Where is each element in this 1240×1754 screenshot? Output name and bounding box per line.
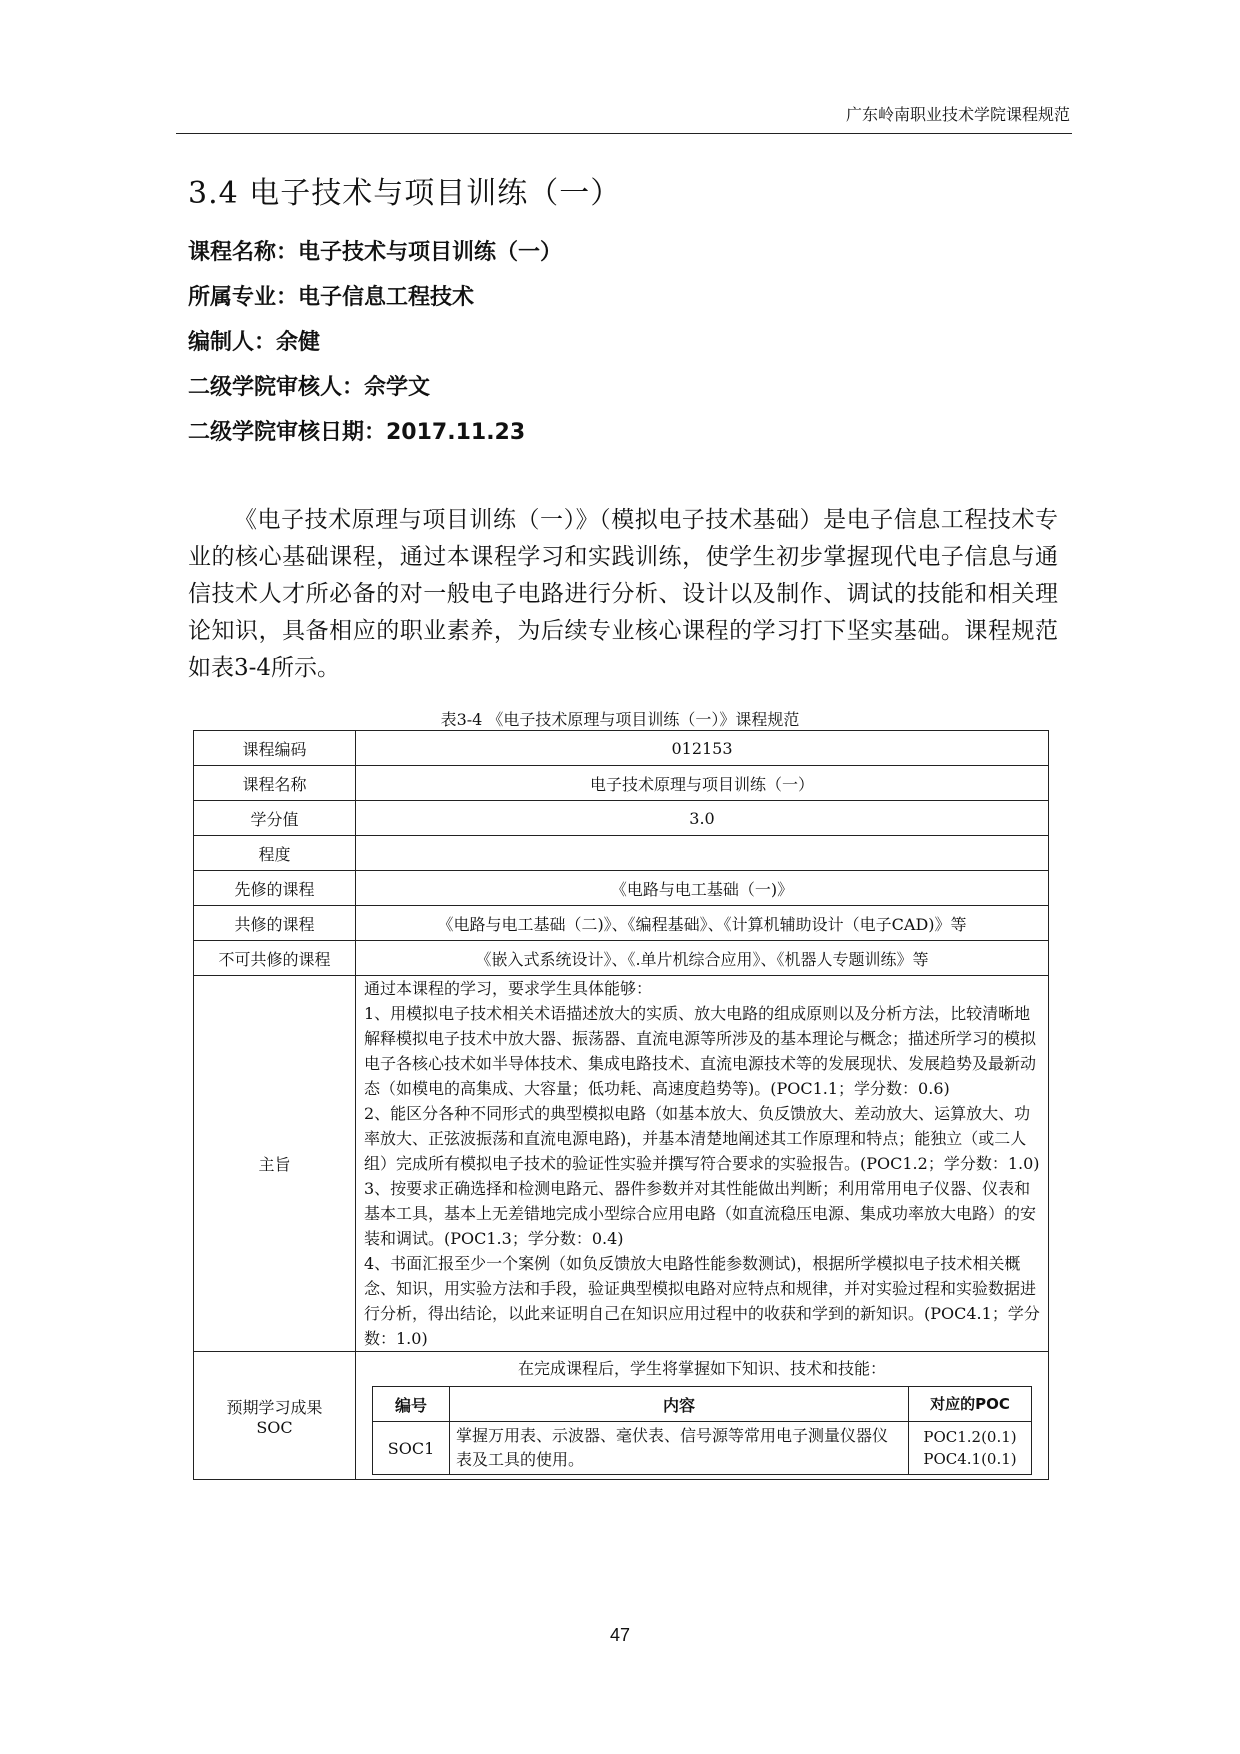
intro-paragraph: 《电子技术原理与项目训练（一）》（模拟电子技术基础）是电子信息工程技术专业的核心基础课程，通过本课程学习和实践训练，使学生初步掌握现代电子信息与通信技术人才所必备的对一般电子电路进行分析、设计以及制作、调试的技能和相关理论知识，具备相应的职业素养，为后续专业核心课程的学习打下坚实基础。课程规范如表3-4所示。 [188,507,1058,681]
row-value: 电子技术原理与项目训练（一） [356,766,1049,801]
row-label: 共修的课程 [194,906,356,941]
aim-content [356,976,1049,1352]
table-row [194,941,1049,976]
row-value [356,836,1049,871]
header-divider [176,133,1072,134]
row-label: 先修的课程 [194,871,356,906]
row-value: 012153 [356,731,1049,766]
meta-course-name: 课程名称：电子技术与项目训练（一） [188,240,563,265]
aim-paragraph: 1、用模拟电子技术相关术语描述放大的实质、放大电路的组成原则以及分析方法，比较清晰地解释模拟电子技术中放大器、振荡器、直流电源等所涉及的基本理论与概念；描述所学习的模拟电子各核心技术如半导体技术、集成电路技术、直流电源技术等的发展现状、发展趋势及最新动态（如模电的高集成、大容量；低功耗、高速度趋势等)。(POC1.1；学分数：0.6) [364,1004,1037,1098]
aim-paragraph: 通过本课程的学习，要求学生具体能够： [364,979,653,998]
aim-row [194,976,1049,1352]
soc-code: SOC1 [373,1422,450,1475]
aim-paragraph: 4、书面汇报至少一个案例（如负反馈放大电路性能参数测试)，根据所学模拟电子技术相关概念、知识，用实验方法和手段，验证典型模拟电路对应特点和规律，并对实验过程和实验数据进行分析，得出结论，以此来证明自己在知识应用过程中的收获和学到的新知识。(POC4.1；学分数：1.0) [364,1254,1040,1348]
soc-header-row [373,1387,1032,1422]
meta-review-date: 二级学院审核日期：2017.11.23 [188,420,526,445]
page-number: 47 [609,1625,631,1645]
soc-label [194,1352,356,1480]
row-label: 程度 [194,836,356,871]
meta-author: 编制人：余健 [188,330,321,355]
table-caption: 表3-4 《电子技术原理与项目训练（一）》课程规范 [440,710,800,729]
row-value: 《电路与电工基础（一)》 [356,871,1049,906]
row-label: 不可共修的课程 [194,941,356,976]
aim-paragraph: 2、能区分各种不同形式的典型模拟电路（如基本放大、负反馈放大、差动放大、运算放大、功率放大、正弦波振荡和直流电源电路)，并基本清楚地阐述其工作原理和特点；能独立（或二人组）完成所有模拟电子技术的验证性实验并撰写符合要求的实验报告。(POC1.2；学分数：1.0) [364,1104,1040,1173]
soc-item-content: 掌握万用表、示波器、毫伏表、信号源等常用电子测量仪器仪表及工具的使用。 [450,1422,909,1475]
soc-header-poc: 对应的POC [909,1387,1032,1422]
table-row [194,731,1049,766]
meta-reviewer: 二级学院审核人：佘学文 [188,375,431,400]
soc-header-content: 内容 [450,1387,909,1422]
course-meta [188,230,562,455]
running-header: 广东岭南职业技术学院课程规范 [845,105,1070,124]
row-label: 课程编码 [194,731,356,766]
course-spec-table [193,730,1049,1480]
row-value: 《嵌入式系统设计》、《.单片机综合应用》、《机器人专题训练》等 [356,941,1049,976]
aim-label: 主旨 [194,976,356,1352]
soc-table [372,1386,1032,1475]
table-row [194,871,1049,906]
section-title: 3.4 电子技术与项目训练（一） [188,176,622,211]
soc-row [194,1352,1049,1480]
soc-poc [909,1422,1032,1475]
aim-paragraph: 3、按要求正确选择和检测电路元、器件参数并对其性能做出判断；利用常用电子仪器、仪表和基本工具，基本上无差错地完成小型综合应用电路（如直流稳压电源、集成功率放大电路）的安装和调试。(POC1.3；学分数：0.4) [364,1179,1037,1248]
soc-intro: 在完成课程后，学生将掌握如下知识、技术和技能： [517,1359,886,1378]
soc-poc-item: POC4.1(0.1) [923,1450,1017,1468]
soc-table-row [373,1422,1032,1475]
row-value: 3.0 [356,801,1049,836]
row-value: 《电路与电工基础（二)》、《编程基础》、《计算机辅助设计（电子CAD)》等 [356,906,1049,941]
soc-label-line: 预期学习成果 [226,1397,323,1417]
soc-label-line: SOC [256,1417,293,1437]
table-row [194,906,1049,941]
soc-poc-item: POC1.2(0.1) [923,1428,1017,1446]
soc-content [356,1352,1049,1480]
table-row [194,836,1049,871]
row-label: 学分值 [194,801,356,836]
meta-major: 所属专业：电子信息工程技术 [188,285,475,310]
soc-header-code: 编号 [373,1387,450,1422]
row-label: 课程名称 [194,766,356,801]
table-row [194,766,1049,801]
table-row [194,801,1049,836]
